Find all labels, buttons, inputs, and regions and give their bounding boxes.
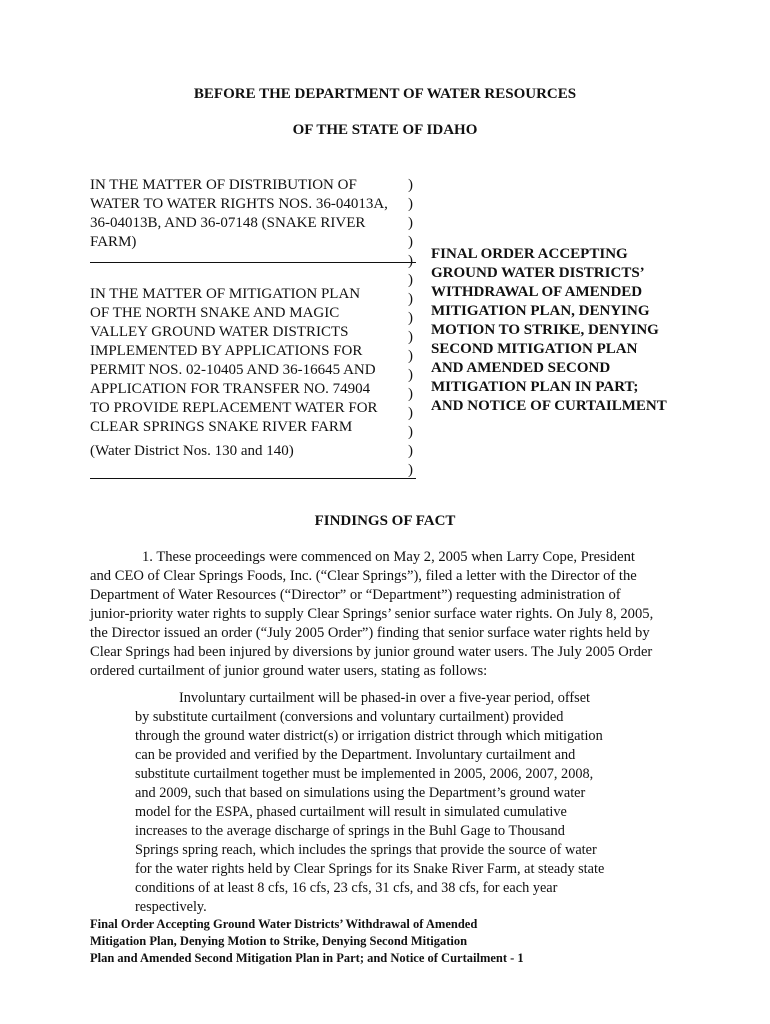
quote-line: and 2009, such that based on simulations using the Department’s ground water — [135, 785, 586, 801]
paragraph-line: and CEO of Clear Springs Foods, Inc. (“Clear Springs”), filed a letter with the Director of the — [90, 568, 637, 584]
order-title-line: FINAL ORDER ACCEPTING — [431, 246, 628, 262]
caption-line: PERMIT NOS. 02-10405 AND 36-16645 AND — [90, 362, 376, 378]
header-line-1: BEFORE THE DEPARTMENT OF WATER RESOURCES — [193, 86, 577, 102]
paren: ) — [408, 386, 413, 402]
paren: ) — [408, 177, 413, 193]
paragraph-line: Clear Springs had been injured by diversions by junior ground water users. The July 2005 Order — [90, 644, 653, 660]
paren: ) — [408, 215, 413, 231]
findings-heading: FINDINGS OF FACT — [314, 513, 456, 529]
quote-line: for the water rights held by Clear Springs for its Snake River Farm, at steady state — [135, 861, 605, 877]
caption-line: TO PROVIDE REPLACEMENT WATER FOR — [90, 400, 378, 416]
caption-line: IN THE MATTER OF DISTRIBUTION OF — [90, 177, 357, 193]
block-quote — [135, 689, 635, 917]
order-title-line: MITIGATION PLAN IN PART; — [431, 379, 639, 395]
quote-line: by substitute curtailment (conversions and voluntary curtailment) provided — [135, 709, 564, 725]
caption-divider — [90, 262, 416, 263]
caption-line: CLEAR SPRINGS SNAKE RIVER FARM — [90, 419, 353, 435]
quote-line: Springs spring reach, which includes the springs that provide the source of water — [135, 842, 597, 858]
order-title-line: WITHDRAWAL OF AMENDED — [431, 284, 643, 300]
caption-line: VALLEY GROUND WATER DISTRICTS — [90, 324, 349, 340]
order-title-line: MOTION TO STRIKE, DENYING — [431, 322, 659, 338]
paren: ) — [408, 310, 413, 326]
paren: ) — [408, 405, 413, 421]
order-title-line: AND AMENDED SECOND — [431, 360, 611, 376]
footer-line: Final Order Accepting Ground Water Districts’ Withdrawal of Amended — [90, 917, 478, 931]
paragraph-line: the Director issued an order (“July 2005 Order”) finding that senior surface water rights held by — [90, 625, 650, 641]
caption-line: APPLICATION FOR TRANSFER NO. 74904 — [90, 381, 371, 397]
finding-paragraph-1 — [90, 548, 680, 681]
paren: ) — [408, 329, 413, 345]
quote-line: model for the ESPA, phased curtailment will result in simulated cumulative — [135, 804, 567, 820]
page-footer — [90, 916, 524, 967]
paragraph-line: Department of Water Resources (“Director” or “Department”) requesting administration of — [90, 587, 621, 603]
caption-line: IN THE MATTER OF MITIGATION PLAN — [90, 286, 361, 302]
paragraph-line: ordered curtailment of junior ground water users, stating as follows: — [90, 663, 488, 679]
header-line-2: OF THE STATE OF IDAHO — [292, 122, 478, 138]
water-district: (Water District Nos. 130 and 140) — [90, 443, 294, 459]
quote-line: can be provided and verified by the Department. Involuntary curtailment and — [135, 747, 576, 763]
paren: ) — [408, 443, 413, 459]
caption-matter-1 — [90, 176, 420, 252]
paren: ) — [408, 234, 413, 250]
quote-line: through the ground water district(s) or irrigation district through which mitigation — [135, 728, 603, 744]
footer-line: Mitigation Plan, Denying Motion to Strike, Denying Second Mitigation — [90, 934, 468, 948]
paren: ) — [408, 291, 413, 307]
caption-line: OF THE NORTH SNAKE AND MAGIC — [90, 305, 340, 321]
paragraph-line: junior-priority water rights to supply Clear Springs’ senior surface water rights. On July 8, 2005, — [90, 606, 654, 622]
paren: ) — [408, 348, 413, 364]
caption-line: FARM) — [90, 234, 137, 250]
caption-line: WATER TO WATER RIGHTS NOS. 36-04013A, — [90, 196, 388, 212]
order-title-line: MITIGATION PLAN, DENYING — [431, 303, 650, 319]
caption-line: IMPLEMENTED BY APPLICATIONS FOR — [90, 343, 363, 359]
paren: ) — [408, 424, 413, 440]
paren: ) — [408, 367, 413, 383]
quote-line: respectively. — [135, 899, 207, 915]
quote-line: substitute curtailment together must be implemented in 2005, 2006, 2007, 2008, — [135, 766, 594, 782]
caption-matter-2 — [90, 285, 420, 437]
order-title-line: GROUND WATER DISTRICTS’ — [431, 265, 645, 281]
footer-line: Plan and Amended Second Mitigation Plan in Part; and Notice of Curtailment - 1 — [90, 951, 524, 965]
paren: ) — [408, 462, 413, 478]
quote-line: Involuntary curtailment will be phased-in over a five-year period, offset — [179, 690, 591, 706]
paren: ) — [408, 196, 413, 212]
paragraph-line: 1. These proceedings were commenced on May 2, 2005 when Larry Cope, President — [142, 549, 635, 565]
caption-bottom-divider — [90, 478, 416, 479]
paren: ) — [408, 272, 413, 288]
order-title-line: AND NOTICE OF CURTAILMENT — [431, 398, 667, 414]
order-title-line: SECOND MITIGATION PLAN — [431, 341, 638, 357]
quote-line: increases to the average discharge of springs in the Buhl Gage to Thousand — [135, 823, 565, 839]
caption-line: 36-04013B, AND 36-07148 (SNAKE RIVER — [90, 215, 366, 231]
quote-line: conditions of at least 8 cfs, 16 cfs, 23 cfs, 31 cfs, and 38 cfs, for each year — [135, 880, 558, 896]
order-title — [431, 245, 667, 416]
paren: ) — [408, 253, 413, 269]
